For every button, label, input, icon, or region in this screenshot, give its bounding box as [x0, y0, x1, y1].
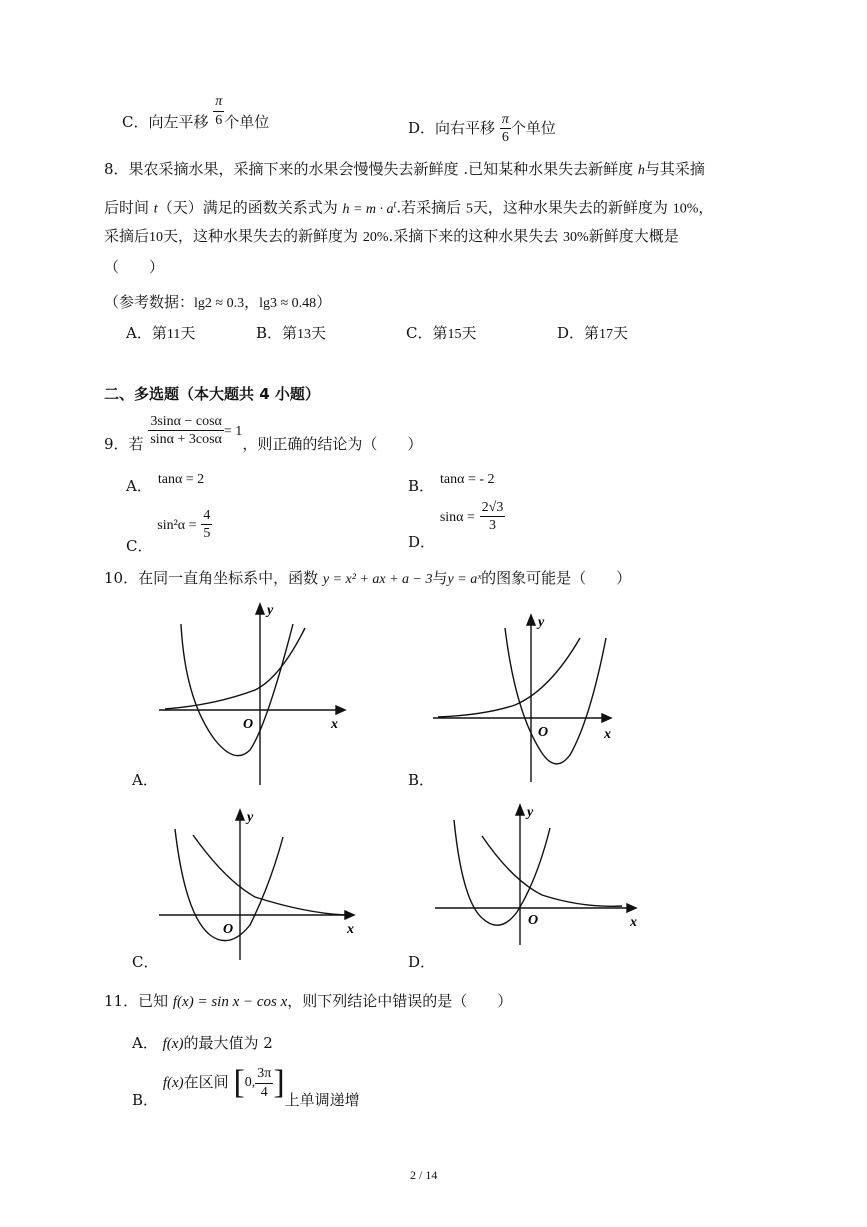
q9-prefix: 9．若 [104, 434, 144, 453]
q9-option-c-fraction [201, 508, 212, 542]
x-axis-label: x [604, 727, 611, 742]
q9-option-d-lhs: sinα = [439, 509, 475, 525]
q8-formula-exp: t [393, 199, 397, 210]
option-label: B． [408, 477, 435, 495]
q9-option-c-lhs: sin²α = [157, 517, 197, 533]
q9-option-d-fraction [480, 500, 506, 534]
q10-graph-c [155, 805, 365, 965]
q7-option-d-den: 6 [501, 130, 509, 146]
q10-mid: 与 [432, 569, 448, 587]
q9-denominator: sinα + 3cosα [150, 432, 222, 448]
q8-option-d [557, 323, 628, 345]
option-unit: 天 [180, 324, 196, 342]
q11-interval-den: 4 [260, 1084, 268, 1100]
option-unit: 天 [461, 324, 477, 342]
option-number: 15 [447, 327, 462, 342]
option-label: A． [132, 1034, 158, 1052]
q8-option-a [126, 323, 195, 345]
q7-option-c [122, 94, 270, 132]
q8-text: 采摘后 [104, 227, 150, 245]
q9-option-a-expr: tanα = 2 [157, 472, 205, 487]
q7-option-d-fraction [500, 112, 511, 146]
q7-option-c-fraction [213, 94, 224, 128]
interval-left-bracket: [ [233, 1064, 245, 1101]
interval-right-bracket: ] [273, 1064, 285, 1101]
q10-option-d-label: D． [408, 953, 436, 971]
q9-suffix: ，则正确的结论为（ ） [242, 434, 423, 453]
q7-option-d [408, 112, 556, 146]
q9-fraction [148, 414, 224, 448]
y-axis-label: y [527, 805, 534, 820]
q11-option-a-text: 的最大值为 2 [183, 1034, 273, 1052]
q10-option-a-label: A． [132, 771, 158, 789]
q7-option-c-den: 6 [215, 112, 223, 128]
q8-formula-base: h = m · a [342, 201, 394, 217]
option-label: C．第 [406, 324, 448, 342]
option-label: B． [132, 1091, 159, 1109]
option-label: B．第 [256, 324, 298, 342]
q11-function: f(x) = sin x − cos x [172, 994, 288, 1010]
q7-option-c-post: 个单位 [224, 113, 270, 131]
q11-interval-fraction [255, 1066, 273, 1100]
q9-option-c-num: 4 [201, 508, 212, 525]
option-label: A．第 [126, 324, 167, 342]
option-number: 13 [297, 327, 312, 342]
q11-option-b-text: 在区间 [183, 1073, 229, 1091]
q8-percent: 10% [672, 201, 699, 217]
q9-option-c [126, 508, 212, 556]
q10-suffix: 的图象可能是（ ） [481, 569, 632, 587]
option-number: 11 [166, 327, 181, 342]
q10-function-2: y = aˣ [447, 572, 482, 587]
q8-option-c [406, 323, 477, 345]
q8-text: 天，这种水果失去的新鲜度为 [472, 198, 668, 217]
q9-stem [104, 414, 422, 454]
origin-label: O [243, 717, 254, 732]
q9-option-b [408, 468, 495, 496]
q10-prefix: 10．在同一直角坐标系中，函数 [104, 569, 319, 587]
q11-option-b-text: 上单调递增 [284, 1091, 360, 1109]
q8-answer-paren: （ ） [104, 258, 165, 276]
q10-function-1: y = x² + ax + a − 3 [322, 572, 433, 587]
q8-ref-text: （参考数据： [104, 293, 195, 311]
q10-graph-d [432, 800, 647, 950]
q11-option-a-fx: f(x) [162, 1036, 184, 1052]
q8-text: .采摘下来的这种水果失去 [388, 227, 559, 245]
q10-option-b-label: B． [408, 771, 435, 789]
q8-percent: 20% [362, 230, 389, 245]
q7-option-c-letter: C． [122, 113, 149, 131]
q11-option-b-fx: f(x) [162, 1075, 184, 1091]
x-axis-label: x [331, 717, 338, 732]
origin-label: O [538, 725, 549, 740]
page-number: 2 / 14 [410, 1168, 438, 1182]
q11-prefix: 11．已知 [104, 992, 169, 1010]
q8-ref-text: ） [316, 293, 332, 311]
q7-option-c-pre: 向左平移 [148, 113, 209, 131]
q10-stem [104, 568, 631, 590]
option-unit: 天 [613, 324, 629, 342]
q8-line-1 [104, 159, 705, 181]
q11-suffix: ，则下列结论中错误的是（ ） [287, 992, 513, 1010]
option-label: C． [126, 536, 153, 555]
x-axis-label: x [347, 922, 354, 937]
q8-ref-text: ， [244, 293, 260, 311]
q8-line-2 [104, 195, 713, 220]
q11-option-a [132, 1033, 273, 1054]
q9-equals: = 1 [223, 423, 243, 439]
q9-option-d [408, 500, 505, 552]
x-axis-label: x [630, 915, 637, 930]
q10-option-c-label: C． [132, 953, 159, 971]
q8-text: ， [698, 198, 714, 217]
q7-option-d-post: 个单位 [510, 118, 556, 137]
q8-text: 天，这种水果失去的新鲜度为 [163, 227, 359, 245]
q8-text: 8．果农采摘水果，采摘下来的水果会慢慢失去新鲜度 .已知某种水果失去新鲜度 [104, 160, 634, 178]
q9-option-d-num: 2√3 [480, 500, 506, 517]
q11-interval-num: 3π [255, 1066, 273, 1083]
q9-option-a [126, 468, 204, 496]
q8-text: 后时间 [104, 198, 150, 217]
q8-formula [342, 199, 397, 217]
option-number: 17 [599, 327, 614, 342]
option-label: D． [408, 532, 436, 551]
q8-var-t: t [153, 201, 158, 217]
q8-number: 5 [465, 201, 473, 217]
q7-option-d-pre: 向右平移 [435, 118, 496, 137]
section-heading: 二、多选题（本大题共 4 小题） [104, 385, 320, 403]
q9-numerator: 3sinα − cosα [148, 414, 224, 431]
option-label: D．第 [557, 324, 600, 342]
q8-number: 10 [149, 230, 164, 245]
q8-text: （天）满足的函数关系式为 [157, 198, 338, 217]
q8-reference [104, 292, 331, 314]
y-axis-label: y [538, 615, 545, 630]
y-axis-label: y [267, 603, 274, 618]
q10-graph-b [430, 610, 620, 790]
q11-stem [104, 991, 512, 1012]
q8-text: 新鲜度大概是 [588, 227, 679, 245]
q8-percent: 30% [563, 230, 589, 245]
q10-graph-a [155, 600, 355, 790]
option-label: A． [126, 477, 152, 495]
q8-lg3: lg3 ≈ 0.48 [259, 296, 317, 311]
q9-option-b-expr: tanα = - 2 [440, 472, 495, 487]
q11-interval-left: 0, [244, 1075, 256, 1090]
q8-text: .若采摘后 [396, 198, 462, 217]
q8-lg2: lg2 ≈ 0.3 [194, 296, 245, 311]
q8-option-b [256, 323, 326, 345]
q8-var-h: h [637, 163, 645, 178]
origin-label: O [528, 913, 539, 928]
q7-option-d-letter: D． [408, 118, 436, 137]
origin-label: O [223, 922, 234, 937]
q9-option-c-den: 5 [203, 526, 211, 542]
q11-option-b [132, 1066, 360, 1110]
q7-option-c-pi: π [213, 94, 224, 111]
q7-option-d-pi: π [500, 112, 511, 129]
q9-option-d-den: 3 [489, 518, 497, 534]
option-unit: 天 [311, 324, 327, 342]
q8-text: 与其采摘 [644, 160, 705, 178]
q8-line-3 [104, 226, 679, 248]
y-axis-label: y [247, 810, 254, 825]
